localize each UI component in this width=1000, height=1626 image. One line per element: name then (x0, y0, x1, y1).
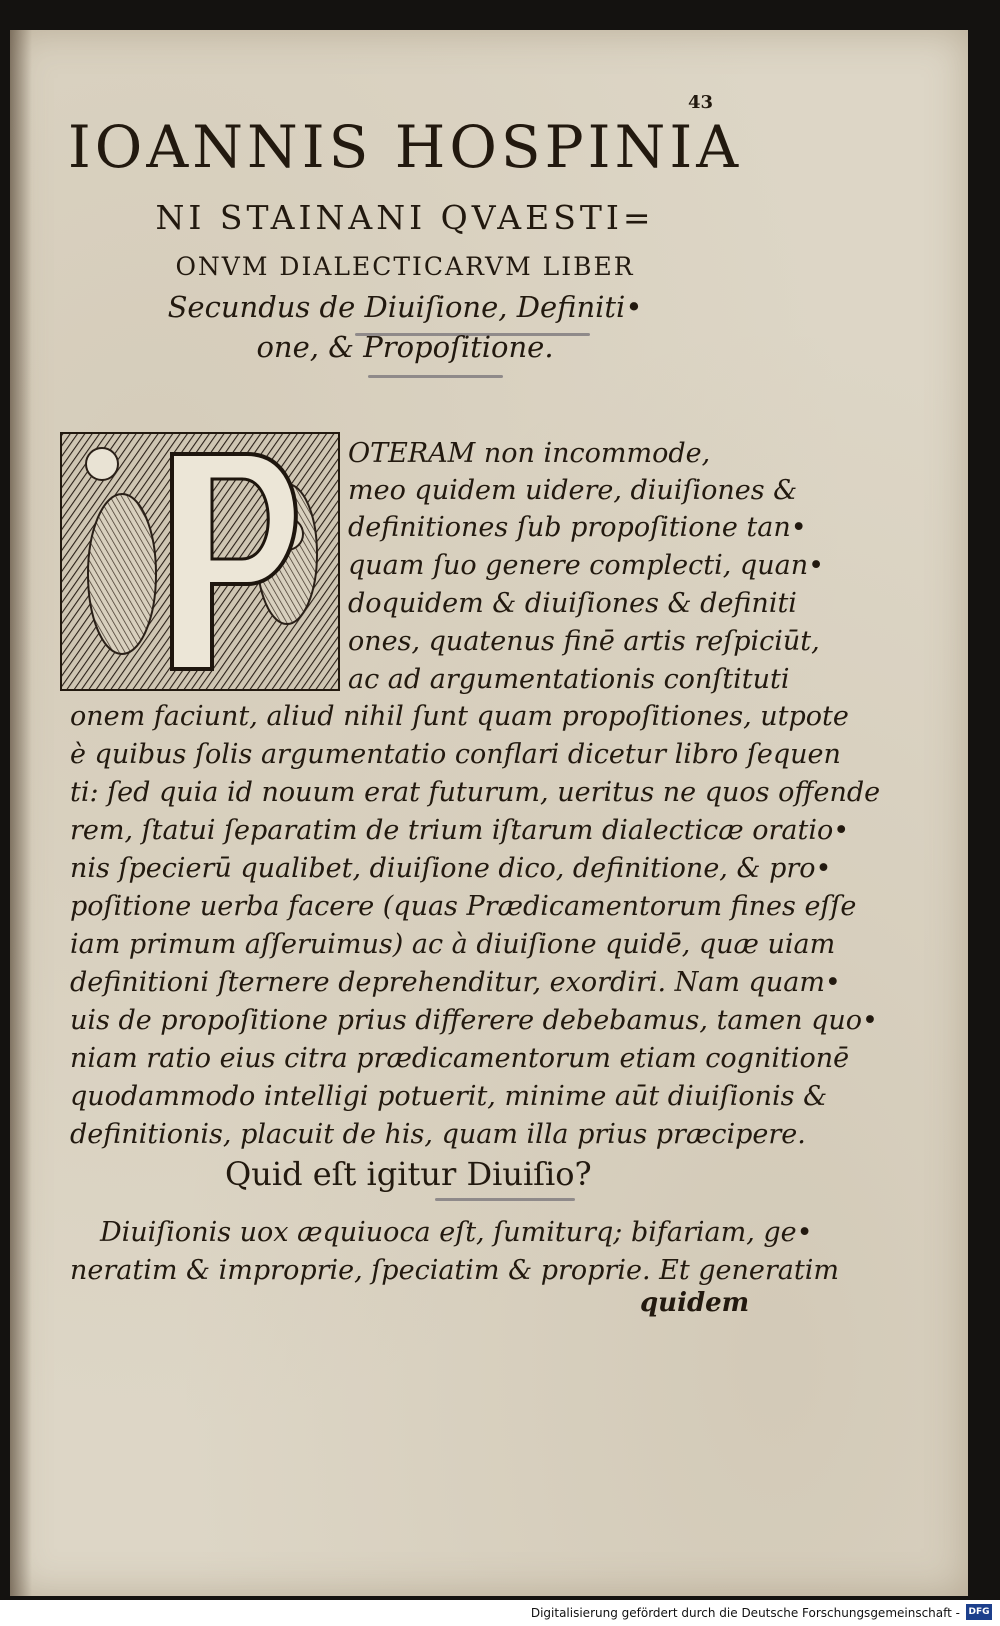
page-number: 43 (688, 92, 714, 113)
text-line: quam ſuo genere complecti, quan• (348, 550, 825, 581)
title-line-1: IOANNIS HOSPINIA (67, 113, 743, 181)
text-line: ones, quatenus finē artis reſpiciūt, (348, 626, 820, 657)
text-line: ac ad argumentationis conſtituti (348, 664, 790, 695)
text-line: meo quidem uidere, diuiſiones & (348, 475, 798, 506)
title-line-5: one, & Propoſitione. (256, 330, 554, 364)
text-line: quodammodo intelligi potuerit, minime aūt diuiſionis & (70, 1081, 828, 1112)
text-line: nis ſpecierū qualibet, diuiſione dico, definitione, & pro• (70, 853, 832, 884)
heading-underline (435, 1198, 575, 1201)
text-line: neratim & improprie, ſpeciatim & proprie. Et generatim (70, 1255, 839, 1286)
footer-credit: Digitalisierung gefördert durch die Deutsche Forschungsgemeinschaft - (530, 1606, 960, 1620)
text-line: definitioni ſternere deprehenditur, exordiri. Nam quam• (70, 967, 841, 998)
text-line: niam ratio eius citra prædicamentorum etiam cognitionē (70, 1043, 850, 1074)
text-line: Diuiſionis uox æquiuoca eſt, ſumiturq; bifariam, ge• (100, 1217, 813, 1248)
woodcut-illustration (62, 434, 338, 689)
title-line-4: Secundus de Diuiſione, Definiti• (167, 290, 643, 324)
text-line: doquidem & diuiſiones & definiti (348, 588, 797, 619)
title-line-3: ONVM DIALECTICARVM LIBER (175, 252, 635, 281)
text-line: definitiones ſub propoſitione tan• (348, 512, 807, 543)
text-line: uis de propoſitione prius differere debebamus, tamen quo• (70, 1005, 878, 1036)
text-line: ti: ſed quia id nouum erat futurum, ueritus ne quos offende (70, 777, 881, 808)
woodcut-initial-letter (60, 432, 340, 691)
question-heading: Quid eſt igitur Diuiſio? (225, 1155, 592, 1193)
text-line: definitionis, placuit de his, quam illa prius præcipere. (70, 1119, 806, 1150)
text-line: poſitione uerba facere (quas Prædicamentorum fines eſſe (70, 891, 857, 922)
title-line-2: NI STAINANI QVAESTI= (155, 198, 655, 237)
text-line: onem faciunt, aliud nihil ſunt quam propoſitiones, utpote (70, 701, 849, 732)
text-line: iam primum aſſeruimus) ac à diuiſione quidē, quæ uiam (70, 929, 836, 960)
dfg-logo: DFG (966, 1604, 992, 1620)
text-line: OTERAM non incommode, (348, 438, 711, 469)
page-gutter-shadow (10, 30, 32, 1596)
catchword: quidem (640, 1288, 750, 1318)
text-line: è quibus ſolis argumentatio conflari dicetur libro ſequen (70, 739, 841, 770)
title-underline-2 (368, 375, 503, 378)
footer (0, 1600, 1000, 1626)
text-line: rem, ſtatui ſeparatim de trium iſtarum dialecticæ oratio• (70, 815, 850, 846)
